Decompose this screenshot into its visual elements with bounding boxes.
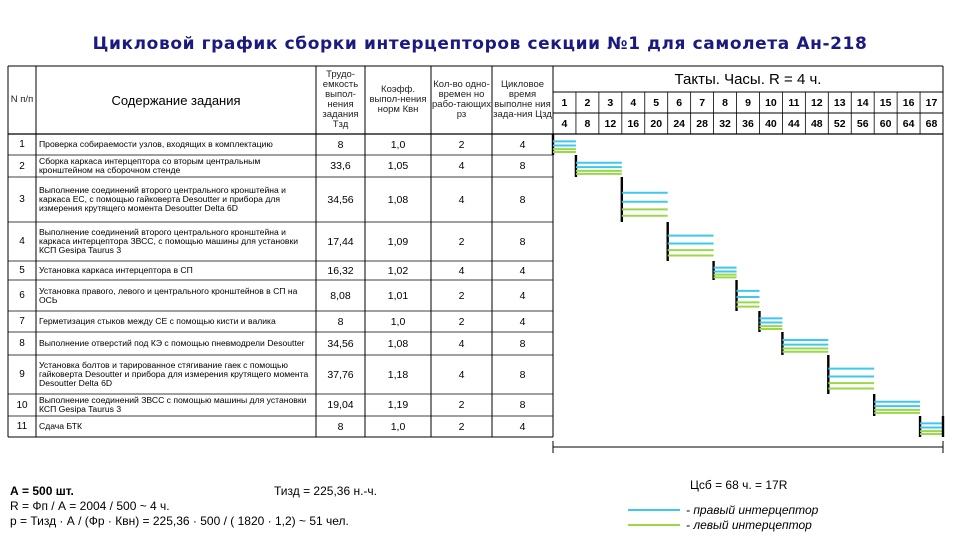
labor-value: 16,32	[327, 264, 354, 277]
takt-number: 16	[902, 96, 915, 109]
labor-value: 8	[337, 420, 344, 433]
labor-value: 17,44	[327, 235, 354, 248]
labor-value: 34,56	[327, 337, 354, 350]
workers-value: 2	[458, 420, 465, 433]
takt-hour: 24	[673, 117, 686, 130]
cycle-value: 8	[519, 368, 526, 381]
takt-hour: 28	[696, 117, 708, 130]
workers-value: 2	[458, 315, 465, 328]
takt-hour: 36	[742, 117, 754, 130]
task-description: Установка каркаса интерцептора в СП	[39, 265, 193, 275]
takt-hour: 32	[719, 117, 731, 130]
header-labor: Трудо-емкость выпол-нения задания Тзд	[322, 69, 359, 130]
takt-number: 11	[788, 96, 800, 109]
coef-value: 1,09	[387, 235, 409, 248]
cycle-value: 4	[519, 420, 526, 433]
workers-value: 2	[458, 399, 465, 411]
takt-hour: 44	[788, 117, 800, 130]
labor-value: 33,6	[330, 160, 351, 172]
row-number: 7	[19, 316, 25, 327]
takt-hour: 4	[561, 117, 568, 130]
batch-size-text: А = 500 шт.	[10, 484, 74, 498]
takt-number: 3	[607, 96, 614, 109]
takt-hour: 52	[833, 117, 846, 130]
row-number: 3	[19, 194, 25, 205]
row-number: 6	[19, 290, 25, 301]
task-description: Герметизация стыков между СЕ с помощью кисти и валика	[39, 316, 276, 326]
workers-formula-text: р = Тизд · А / (Фр · Квн) = 225,36 · 500 / ( 1820 · 1,2) ~ 51 чел.	[10, 514, 349, 528]
row-number: 1	[19, 139, 25, 150]
header-takts: Такты. Часы. R = 4 ч.	[674, 70, 822, 88]
takt-hour: 12	[604, 117, 617, 130]
coef-value: 1,05	[387, 160, 409, 172]
labor-value: 37,76	[327, 368, 354, 381]
takt-hour: 56	[856, 117, 869, 130]
takt-hour: 8	[584, 117, 591, 130]
takt-hour: 48	[810, 117, 823, 130]
takt-number: 15	[879, 96, 892, 109]
coef-value: 1,01	[387, 289, 409, 302]
workers-value: 4	[458, 160, 465, 172]
coef-value: 1,08	[387, 337, 409, 350]
coef-value: 1,0	[390, 420, 406, 433]
coef-value: 1,08	[387, 193, 409, 206]
takt-number: 14	[856, 96, 869, 109]
takt-hour: 64	[902, 117, 915, 130]
coef-value: 1,18	[387, 368, 409, 381]
task-description: Выполнение соединений ЗВСС с помощью машины для установки КСП Gesipa Taurus 3	[39, 395, 307, 414]
task-description: Проверка собираемости узлов, входящих в комплектацию	[39, 139, 273, 149]
legend-right-label: - правый интерцептор	[686, 503, 819, 517]
header-cycle: Цикловое время выполне ния зада-ния Цзд	[493, 79, 552, 120]
row-number: 2	[19, 160, 25, 172]
takt-hour: 16	[627, 117, 640, 130]
takt-number: 2	[584, 96, 591, 109]
takt-number: 6	[676, 96, 683, 109]
row-number: 5	[19, 265, 25, 276]
labor-value: 8,08	[330, 289, 351, 302]
coef-value: 1,02	[387, 264, 409, 277]
header-num: N п/п	[10, 94, 34, 105]
takt-number: 17	[925, 96, 938, 109]
workers-value: 4	[458, 337, 465, 350]
takt-number: 10	[765, 96, 777, 109]
takt-hour: 68	[925, 117, 938, 130]
task-description: Выполнение соединений второго центрального кронштейна и каркаса ЕС, с помощью гайковерта Desoutter и прибора для измерения крутящего момента Desoutter Delta 6D	[39, 185, 286, 213]
header-content: Содержание задания	[111, 92, 241, 108]
coef-value: 1,0	[390, 138, 406, 151]
labor-value: 34,56	[327, 193, 354, 206]
takt-number: 5	[653, 96, 660, 109]
coef-value: 1,0	[390, 315, 406, 328]
total-labor-text: Тизд = 225,36 н.-ч.	[274, 484, 378, 498]
task-description: Установка болтов и тарированное стягивание гаек с помощью гайковерта Desoutter и прибора для измерения крутящего момента Desoutter Delta 6D	[39, 360, 309, 388]
task-description: Выполнение соединений второго центрального кронштейна и каркаса интерцептора ЗВСС, с помощью машины для установки КСП Gesipa Taurus 3	[39, 227, 299, 255]
takt-formula-text: R = Фп / А = 2004 / 500 ~ 4 ч.	[10, 499, 170, 513]
legend-left-label: - левый интерцептор	[686, 518, 812, 532]
takt-hour: 40	[765, 117, 777, 130]
takt-number: 9	[745, 96, 751, 109]
row-number: 10	[16, 399, 28, 411]
coef-value: 1,19	[387, 399, 409, 411]
row-number: 9	[19, 369, 25, 380]
task-description: Сдача БТК	[39, 421, 82, 431]
cycle-value: 4	[519, 289, 526, 302]
takt-number: 12	[810, 96, 823, 109]
takt-number: 4	[630, 96, 637, 109]
cycle-value: 4	[519, 315, 526, 328]
workers-value: 4	[458, 368, 465, 381]
header-workers: Кол-во одно-времен но рабо-тающих рз	[432, 79, 491, 120]
labor-value: 8	[337, 315, 344, 328]
cycle-value: 4	[519, 264, 526, 277]
takt-hour: 20	[650, 117, 663, 130]
workers-value: 2	[458, 289, 465, 302]
labor-value: 8	[337, 138, 344, 151]
takt-hour: 60	[879, 117, 892, 130]
row-number: 11	[16, 421, 28, 432]
takt-number: 8	[722, 96, 728, 109]
workers-value: 4	[458, 193, 465, 206]
page-title: Цикловой график сборки интерцепторов секции №1 для самолета Ан-218	[92, 34, 868, 54]
workers-value: 4	[458, 264, 465, 277]
cycle-value: 8	[519, 160, 526, 172]
task-description: Сборка каркаса интерцептора со вторым центральным кронштейном на сборочном стенде	[39, 156, 261, 175]
cycle-value: 8	[519, 235, 526, 248]
header-coef: Коэфф. выпол-нения норм Квн	[369, 84, 427, 115]
cycle-value: 8	[519, 337, 526, 350]
takt-number: 13	[833, 96, 846, 109]
cycle-value: 4	[519, 138, 526, 151]
task-description: Установка правого, левого и центрального кронштейнов в СП на ОСЬ	[39, 285, 298, 305]
workers-value: 2	[458, 138, 465, 151]
takt-number: 1	[561, 96, 568, 109]
workers-value: 2	[458, 235, 465, 248]
labor-value: 19,04	[327, 399, 354, 411]
row-number: 4	[19, 236, 25, 247]
cycle-value: 8	[519, 193, 526, 206]
row-number: 8	[19, 338, 25, 349]
takt-number: 7	[699, 96, 706, 109]
total-cycle-text: Цсб = 68 ч. = 17R	[690, 478, 788, 492]
task-description: Выполнение отверстий под КЭ с помощью пневмодрели Desoutter	[39, 338, 305, 348]
cycle-value: 8	[519, 399, 526, 411]
